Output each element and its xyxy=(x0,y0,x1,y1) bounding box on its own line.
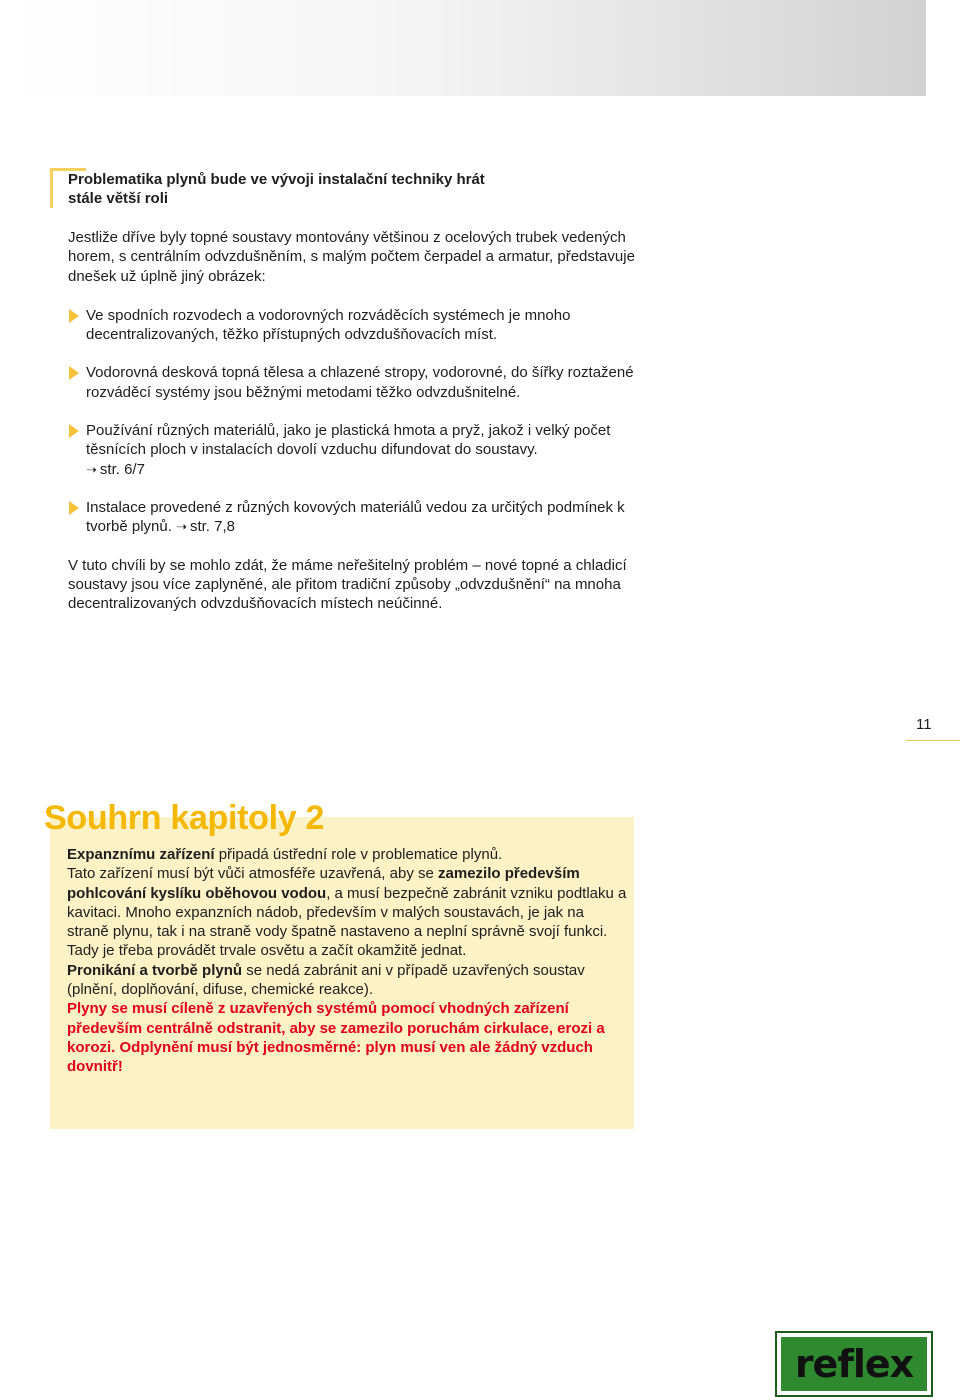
summary-p2-text-a: Tato zařízení musí být vůči atmosféře uzavřená, aby se xyxy=(67,865,439,883)
logo-wordmark: reflex xyxy=(794,1342,914,1386)
summary-p1-bold: Expanznímu zařízení xyxy=(67,846,215,863)
closing-paragraph: V tuto chvíli by se mohlo zdát, že máme neřešitelný problém – nové topné a chladicí soustavy jsou více zaplyněné, ale přitom tradiční způsoby „odvzdušnění“ na mnoha decentralizovaných odvzdušňovacích místech neúčinné. xyxy=(68,556,627,613)
summary-p3-bold: Pronikání a tvorbě plynů xyxy=(67,961,243,979)
summary-p2-text-b: , a musí bezpečně zabránit vzniku podtlaku a kavitaci. Mnoho expanzních nádob, především v malých soustavách, je jak na straně plynu, tak i na straně vody špatně nastaveno a neplní správně svojí funkci. Tady je třeba provádět trvale osvětu a začít okamžitě jednat. xyxy=(67,884,627,960)
summary-paragraph-1 xyxy=(67,845,627,864)
summary-text xyxy=(67,845,627,1077)
bullet-text: Ve spodních rozvodech a vodorovných rozváděcích systémech je mnoho decentralizovaných, těžko přístupných odvzdušňovacích míst. xyxy=(86,306,571,344)
page-number-rule xyxy=(906,740,960,741)
summary-paragraph-3 xyxy=(67,961,627,1000)
intro-paragraph: Jestliže dříve byly topné soustavy montovány většinou z ocelových trubek vedených horem, s centrálním odvzdušněním, s malým počtem čerpadel a armatur, představuje dnešek už úplně jiný obrázek: xyxy=(68,229,635,285)
header-gradient-band xyxy=(10,0,926,96)
arrow-right-icon: ➝ xyxy=(176,519,187,535)
bullet-item xyxy=(68,363,648,402)
bullet-text: Používání různých materiálů, jako je plastická hmota a pryž, jakož i velký počet těsnících ploch v instalacích dovolí vzduchu difundovat do soustavy. xyxy=(86,422,611,459)
triangle-right-icon xyxy=(69,366,79,380)
bullet-item xyxy=(68,306,648,345)
bullet-text: Vodorovná desková topná tělesa a chlazené stropy, vodorovné, do šířky roztažené rozváděcí systémy jsou běžnými metodami těžko odvzdušnitelné. xyxy=(86,364,634,401)
section-heading xyxy=(68,170,628,208)
summary-p3-text: se nedá zabránit ani v případě uzavřených soustav (plnění, doplňování, difuse, chemické reakce). xyxy=(67,961,585,999)
heading-line-2: stále větší roli xyxy=(68,190,169,207)
triangle-right-icon xyxy=(69,501,79,515)
page-reference-link[interactable]: str. 6/7 xyxy=(99,460,145,478)
arrow-right-icon: ➝ xyxy=(86,461,97,477)
summary-p2-bold: zamezilo především pohlcování kyslíku oběhovou vodou xyxy=(67,865,580,902)
summary-paragraph-2 xyxy=(67,864,627,960)
bullet-text: Instalace provedené z různých kovových materiálů vedou za určitých podmínek k tvorbě plynů. xyxy=(86,498,625,536)
summary-paragraph-4-highlight: Plyny se musí cíleně z uzavřených systémů pomocí vhodných zařízení především centrálně odstranit, aby se zamezilo poruchám cirkulace, erozi a korozi. Odplynění musí být jednosměrné: plyn musí ven ale žádný vzduch dovnitř! xyxy=(67,1000,605,1076)
main-content xyxy=(68,228,648,613)
summary-title: Souhrn kapitoly 2 xyxy=(44,799,325,837)
heading-accent-vertical xyxy=(50,168,53,208)
triangle-right-icon xyxy=(69,424,79,438)
page-number: 11 xyxy=(916,716,932,733)
reflex-logo xyxy=(775,1331,933,1397)
heading-line-1: Problematika plynů bude ve vývoji instalační techniky hrát xyxy=(68,171,485,188)
logo-badge xyxy=(781,1337,927,1391)
bullet-item xyxy=(68,421,648,479)
triangle-right-icon xyxy=(69,309,79,323)
page-reference-link[interactable]: str. 7,8 xyxy=(189,518,235,536)
summary-p1-text: připadá ústřední role v problematice plynů. xyxy=(214,846,503,863)
bullet-item xyxy=(68,498,648,537)
